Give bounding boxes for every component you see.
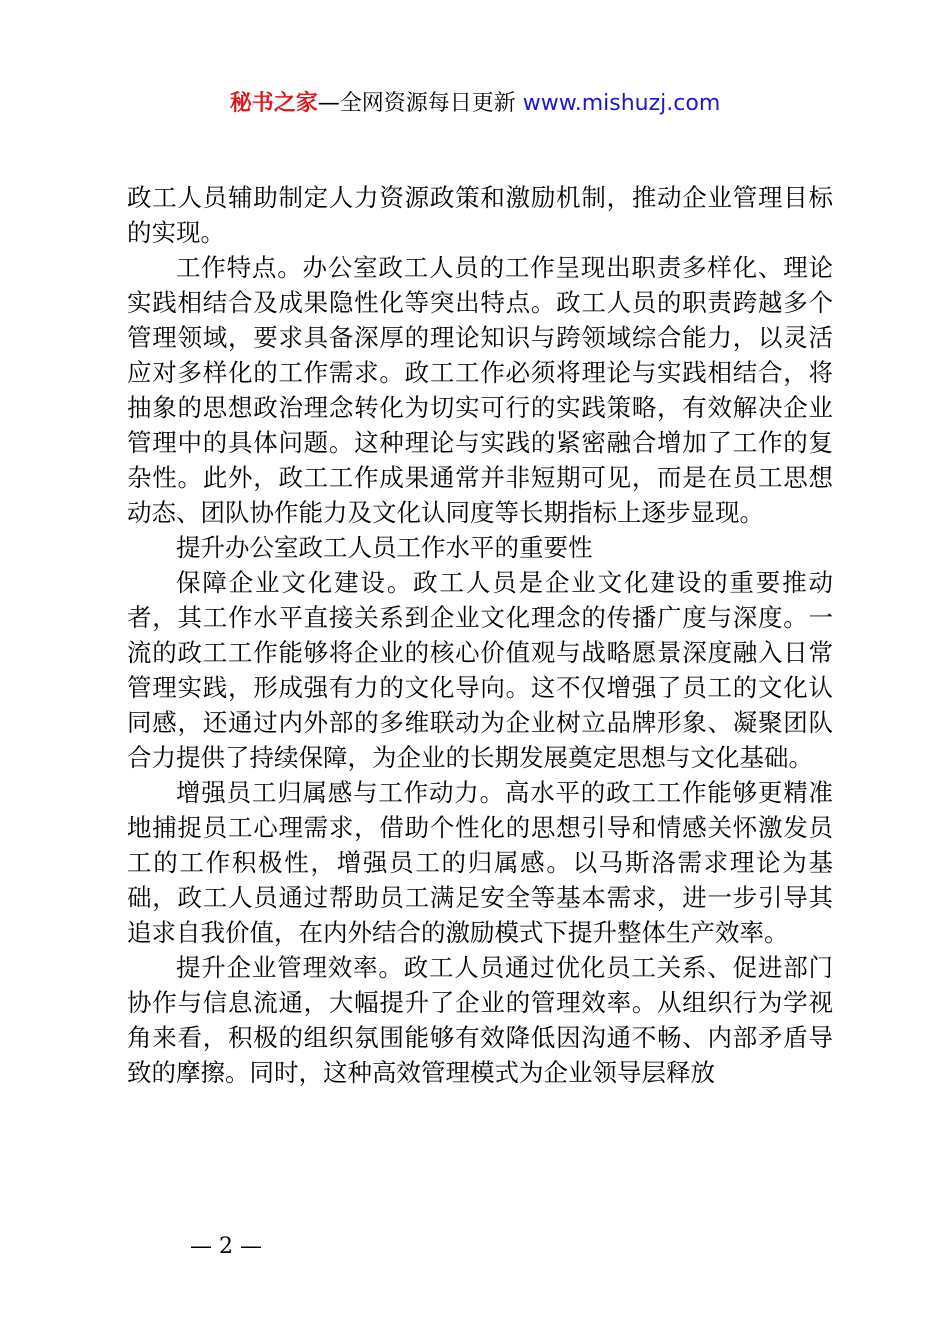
- header-tagline: —全网资源每日更新: [317, 91, 523, 116]
- paragraph-work-characteristics: 工作特点。办公室政工人员的工作呈现出职责多样化、理论实践相结合及成果隐性化等突出特点。政工人员的职责跨越多个管理领域，要求具备深厚的理论知识与跨领域综合能力，以灵活应对多样化的工作需求。政工工作必须将理论与实践相结合，将抽象的思想政治理念转化为切实可行的实践策略，有效解决企业管理中的具体问题。这种理论与实践的紧密融合增加了工作的复杂性。此外，政工工作成果通常并非短期可见，而是在员工思想动态、团队协作能力及文化认同度等长期指标上逐步显现。: [127, 253, 833, 527]
- article-body: [127, 180, 833, 1090]
- site-header: [0, 86, 950, 122]
- page-number: — 2 —: [190, 1234, 262, 1259]
- paragraph-management-efficiency: 提升企业管理效率。政工人员通过优化员工关系、促进部门协作与信息流通，大幅提升了企业的管理效率。从组织行为学视角来看，积极的组织氛围能够有效降低因沟通不畅、内部矛盾导致的摩擦。同时，这种高效管理模式为企业领导层释放: [127, 953, 833, 1087]
- section-heading-importance: 提升办公室政工人员工作水平的重要性: [176, 533, 593, 562]
- paragraph-culture-building: 保障企业文化建设。政工人员是企业文化建设的重要推动者，其工作水平直接关系到企业文化理念的传播广度与深度。一流的政工工作能够将企业的核心价值观与战略愿景深度融入日常管理实践，形成强有力的文化导向。这不仅增强了员工的文化认同感，还通过内外部的多维联动为企业树立品牌形象、凝聚团队合力提供了持续保障，为企业的长期发展奠定思想与文化基础。: [127, 568, 833, 772]
- paragraph-continuation: 政工人员辅助制定人力资源政策和激励机制，推动企业管理目标的实现。: [127, 183, 833, 247]
- site-url-link[interactable]: www.mishuzj.com: [522, 91, 721, 116]
- brand-name: 秘书之家: [229, 91, 318, 116]
- paragraph-employee-belonging: 增强员工归属感与工作动力。高水平的政工工作能够更精准地捕捉员工心理需求，借助个性化的思想引导和情感关怀激发员工的工作积极性，增强员工的归属感。以马斯洛需求理论为基础，政工人员通过帮助员工满足安全等基本需求，进一步引导其追求自我价值，在内外结合的激励模式下提升整体生产效率。: [127, 778, 833, 947]
